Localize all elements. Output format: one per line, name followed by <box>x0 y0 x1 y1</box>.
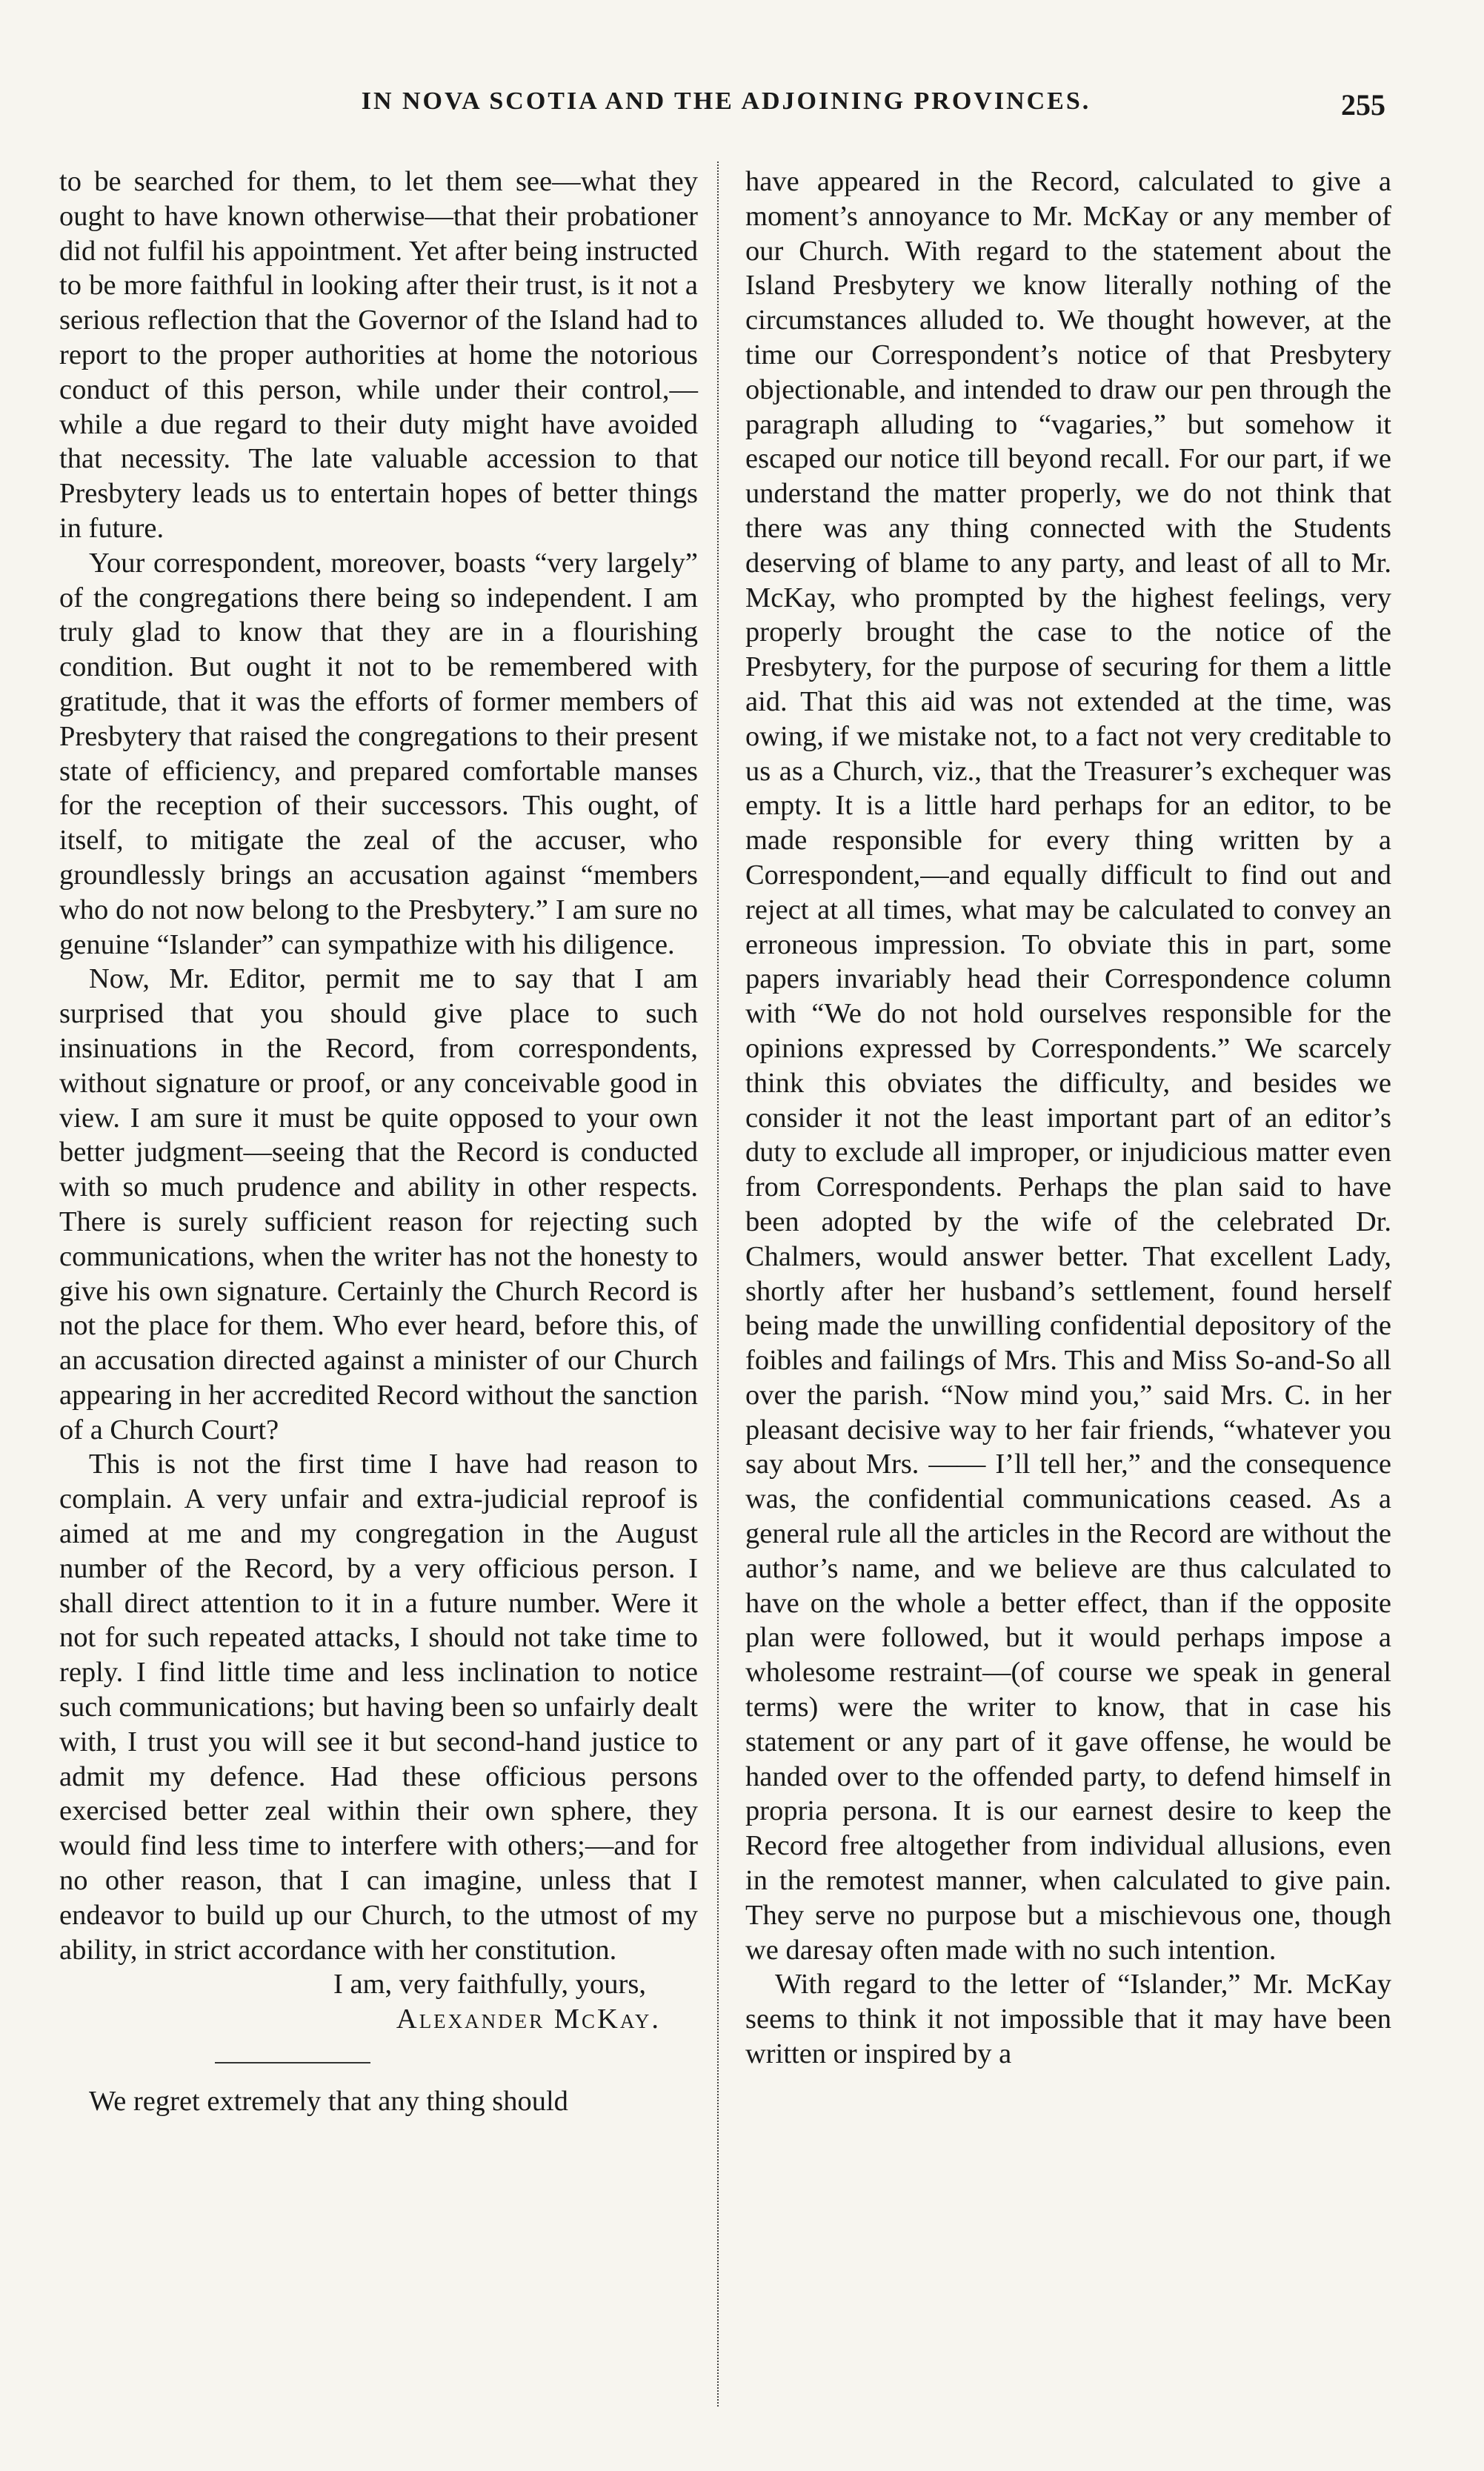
paragraph: Now, Mr. Editor, permit me to say that I am surprised that you should give place to such insinuations in the Record, from correspondents, without signature or proof, or any conceivable good in view. I am sure it must be quite opposed to your own better judgment—seeing that the Record is conducted with so much prudence and ability in other respects. There is surely sufficient reason for rejecting such communications, when the writer has not the honesty to give his own signature. Certainly the Church Record is not the place for them. Who ever heard, before this, of an accusation directed against a minister of our Church appearing in her accredited Record without the sanction of a Church Court? <box>59 963 698 1446</box>
paragraph: With regard to the letter of “Islander,” Mr. McKay seems to think it not impossible that it may have been written or inspired by a <box>745 1969 1391 2070</box>
paragraph: to be searched for them, to let them see—what they ought to have known otherwise—that their probationer did not fulfil his appointment. Yet after being instructed to be more faithful in looking after their trust, is it not a serious reflection that the Governor of the Island had to report to the proper authorities at home the notorious conduct of this person, while under their control,—while a due regard to their duty might have avoided that necessity. The late valuable accession to that Presbytery leads us to entertain hopes of better things in future. <box>59 166 698 544</box>
running-head: IN NOVA SCOTIA AND THE ADJOINING PROVINCES. <box>361 87 1091 115</box>
paragraph: This is not the first time I have had reason to complain. A very unfair and extra-judicial reproof is aimed at me and my congregation in the August number of the Record, by a very officious person. I shall direct attention to it in a future number. Were it not for such repeated attacks, I should not take time to reply. I find little time and less inclination to notice such communications; but having been so unfairly dealt with, I trust you will see it but second-hand justice to admit my defence. Had these officious persons exercised better zeal within their own sphere, they would find less time to interfere with others;—and for no other reason, that I can imagine, unless that I endeavor to build up our Church, to the utmost of my ability, in strict accordance with her constitution. <box>59 1449 698 1966</box>
editor-reply-paragraph: We regret extremely that any thing should <box>89 2086 568 2118</box>
letter-signoff: I am, very faithfully, yours, <box>333 1969 646 2001</box>
column-divider <box>717 162 719 2407</box>
paragraph: Your correspondent, moreover, boasts “very largely” of the congregations there being so independent. I am truly glad to know that they are in a flourishing condition. But ought it not to be remembered with gratitude, that it was the efforts of former members of Presbytery that raised the congregations to their present state of efficiency, and prepared comfortable manses for the reception of their successors. This ought, of itself, to mitigate the zeal of the accuser, who groundlessly brings an accusation against “members who do not now belong to the Presbytery.” I am sure no genuine “Islander” can sympathize with his diligence. <box>59 547 698 960</box>
page-header <box>67 87 1385 132</box>
left-column <box>59 164 698 2119</box>
page-number: 255 <box>1341 88 1385 122</box>
paragraph: have appeared in the Record, calculated to give a moment’s annoyance to Mr. McKay or any member of our Church. With regard to the statement about the Island Presbytery we know literally nothing of the circumstances alluded to. We thought however, at the time our Correspondent’s notice of that Presbytery objectionable, and intended to draw our pen through the paragraph alluding to “vagaries,” but somehow it escaped our notice till beyond recall. For our part, if we understand the matter properly, we do not think that there was any thing connected with the Students deserving of blame to any party, and least of all to Mr. McKay, who prompted by the highest feelings, very properly brought the case to the notice of the Presbytery, for the purpose of securing for them a little aid. That this aid was not extended at the time, was owing, if we mistake not, to a fact not very creditable to us as a Church, viz., that the Treasurer’s exchequer was empty. It is a little hard perhaps for an editor, to be made responsible for every thing written by a Correspondent,—and equally difficult to find out and reject at all times, what may be calculated to convey an erroneous impression. To obviate this in part, some papers invariably head their Correspondence column with “We do not hold ourselves responsible for the opinions expressed by Correspondents.” We scarcely think this obviates the difficulty, and besides we consider it not the least important part of an editor’s duty to exclude all improper, or injudicious matter even from Correspondents. Perhaps the plan said to have been adopted by the wife of the celebrated Dr. Chalmers, would answer better. That excellent Lady, shortly after her husband’s settlement, found herself being made the unwilling confidential depository of the foibles and failings of Mrs. This and Miss So-and-So all over the parish. “Now mind you,” said Mrs. C. in her pleasant decisive way to her fair friends, “whatever you say about Mrs. —— I’ll tell her,” and the consequence was, the confidential communications ceased. As a general rule all the articles in the Record are without the author’s name, and we believe are thus calculated to have on the whole a better effect, than if the opposite plan were followed, but it would perhaps impose a wholesome restraint—(of course we speak in general terms) were the writer to know, that in case his statement or any part of it gave offense, he would be handed over to the offended party, to defend himself in propria persona. It is our earnest desire to keep the Record free altogether from individual allusions, even in the remotest manner, when calculated to give pain. They serve no purpose but a mischievous one, though we daresay often made with no such intention. <box>745 166 1391 1966</box>
section-rule <box>215 2062 370 2063</box>
right-column <box>745 164 1391 2072</box>
letter-signature: Alexander McKay. <box>396 2003 661 2035</box>
